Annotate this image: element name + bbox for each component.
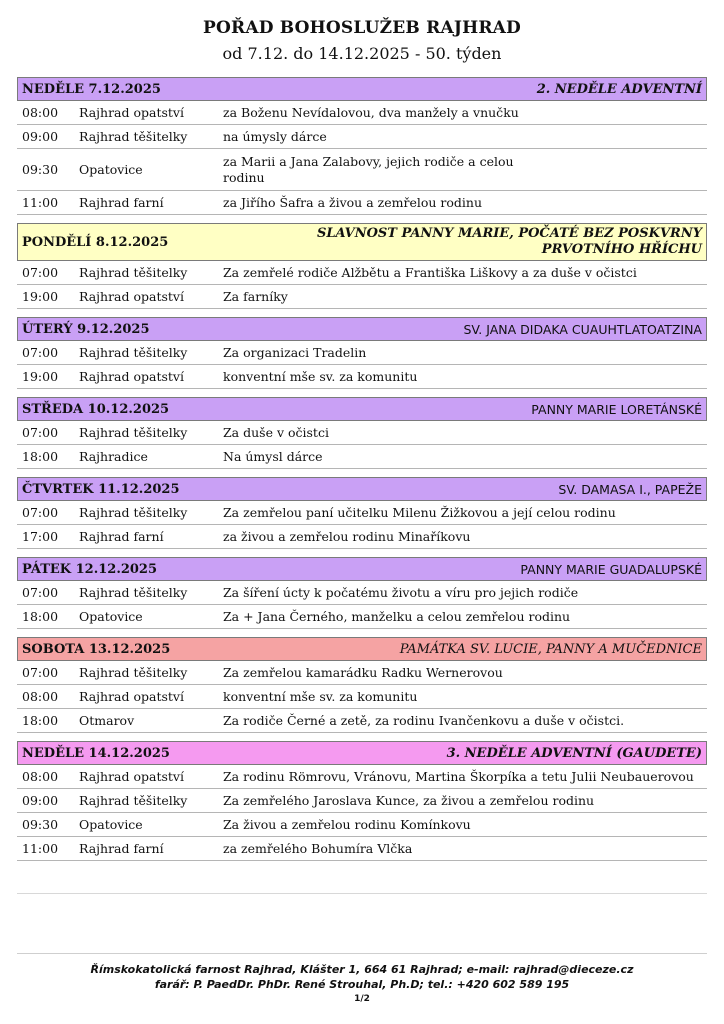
feast-name: PANNY MARIE LORETÁNSKÉ <box>531 401 702 417</box>
mass-intention: Za rodiče Černé a zetě, za rodinu Ivančenkovu a duše v očistci. <box>223 712 625 728</box>
mass-time: 08:00 <box>22 689 59 704</box>
mass-place: Rajhrad opatství <box>79 769 184 784</box>
mass-time: 18:00 <box>22 713 59 728</box>
mass-time: 07:00 <box>22 665 59 680</box>
table-end-divider <box>17 893 707 894</box>
page-number: 1/2 <box>354 994 370 1004</box>
day-name: NEDĚLE 7.12.2025 <box>22 81 161 97</box>
mass-place: Rajhrad těšitelky <box>79 425 188 440</box>
table-row <box>17 341 707 365</box>
table-row <box>17 501 707 525</box>
feast-name: PANNY MARIE GUADALUPSKÉ <box>520 561 702 577</box>
document-header <box>0 0 724 63</box>
day-name: PÁTEK 12.12.2025 <box>22 561 158 577</box>
mass-place: Rajhradice <box>79 449 148 464</box>
mass-intention: Za farníky <box>223 288 288 304</box>
mass-time: 07:00 <box>22 345 59 360</box>
day-header <box>17 317 707 341</box>
mass-place: Rajhrad farní <box>79 195 164 210</box>
table-row <box>17 685 707 709</box>
mass-place: Rajhrad těšitelky <box>79 505 188 520</box>
mass-intention: za Marii a Jana Zalabovy, jejich rodiče a celou rodinu <box>223 153 514 185</box>
day-header <box>17 477 707 501</box>
mass-place: Otmarov <box>79 713 135 728</box>
table-row <box>17 789 707 813</box>
mass-place: Rajhrad opatství <box>79 369 184 384</box>
mass-place: Rajhrad opatství <box>79 689 184 704</box>
mass-intention: Za rodinu Römrovu, Vránovu, Martina Škorpíka a tetu Julii Neubauerovou <box>223 768 694 784</box>
mass-time: 09:00 <box>22 793 59 808</box>
mass-intention: Za duše v očistci <box>223 424 329 440</box>
table-row <box>17 445 707 469</box>
mass-intention: Za zemřelé rodiče Alžbětu a Františka Liškovy a za duše v očistci <box>223 264 637 280</box>
mass-time: 18:00 <box>22 449 59 464</box>
mass-place: Opatovice <box>79 162 143 177</box>
table-row <box>17 837 707 861</box>
mass-place: Rajhrad těšitelky <box>79 265 188 280</box>
mass-time: 07:00 <box>22 585 59 600</box>
day-header <box>17 741 707 765</box>
day-block <box>17 397 707 469</box>
footer <box>0 962 724 1007</box>
mass-intention: Za živou a zemřelou rodinu Komínkovu <box>223 816 471 832</box>
page-subtitle: od 7.12. do 14.12.2025 - 50. týden <box>222 44 502 63</box>
table-row <box>17 581 707 605</box>
mass-place: Rajhrad opatství <box>79 289 184 304</box>
mass-intention: Na úmysl dárce <box>223 448 323 464</box>
table-row <box>17 191 707 215</box>
mass-time: 07:00 <box>22 505 59 520</box>
mass-time: 08:00 <box>22 105 59 120</box>
day-block <box>17 477 707 549</box>
mass-place: Opatovice <box>79 609 143 624</box>
table-row <box>17 525 707 549</box>
page-title: POŘAD BOHOSLUŽEB RAJHRAD <box>203 18 521 38</box>
day-block <box>17 741 707 861</box>
mass-place: Rajhrad farní <box>79 529 164 544</box>
mass-place: Rajhrad těšitelky <box>79 665 188 680</box>
table-row <box>17 421 707 445</box>
feast-name: 3. NEDĚLE ADVENTNÍ (GAUDETE) <box>446 745 702 761</box>
mass-time: 11:00 <box>22 841 59 856</box>
table-row <box>17 261 707 285</box>
mass-time: 08:00 <box>22 769 59 784</box>
feast-name: SV. DAMASA I., PAPEŽE <box>558 481 702 497</box>
mass-intention: na úmysly dárce <box>223 128 327 144</box>
day-block <box>17 557 707 629</box>
table-row <box>17 125 707 149</box>
footer-divider <box>17 953 707 954</box>
day-header <box>17 557 707 581</box>
day-name: SOBOTA 13.12.2025 <box>22 641 171 657</box>
table-row <box>17 813 707 837</box>
day-header <box>17 397 707 421</box>
mass-time: 19:00 <box>22 289 59 304</box>
mass-intention: konventní mše sv. za komunitu <box>223 368 418 384</box>
mass-place: Rajhrad opatství <box>79 105 184 120</box>
table-row <box>17 101 707 125</box>
day-name: NEDĚLE 14.12.2025 <box>22 745 170 761</box>
mass-time: 18:00 <box>22 609 59 624</box>
table-row <box>17 605 707 629</box>
mass-intention: za živou a zemřelou rodinu Minaříkovu <box>223 528 471 544</box>
mass-place: Rajhrad těšitelky <box>79 129 188 144</box>
mass-intention: za Jiřího Šafra a živou a zemřelou rodinu <box>223 194 482 210</box>
feast-name: 2. NEDĚLE ADVENTNÍ <box>536 81 702 97</box>
mass-place: Rajhrad těšitelky <box>79 345 188 360</box>
mass-intention: Za zemřelou paní učitelku Milenu Žižkovou a její celou rodinu <box>223 504 616 520</box>
mass-place: Rajhrad těšitelky <box>79 793 188 808</box>
day-header <box>17 223 707 261</box>
mass-time: 09:30 <box>22 162 59 177</box>
day-name: ÚTERÝ 9.12.2025 <box>22 321 150 337</box>
mass-place: Rajhrad farní <box>79 841 164 856</box>
mass-intention: Za šíření úcty k počatému životu a víru pro jejich rodiče <box>223 584 579 600</box>
day-name: ČTVRTEK 11.12.2025 <box>22 481 180 497</box>
footer-contact: farář: P. PaedDr. PhDr. René Strouhal, Ph.D; tel.: +420 602 589 195 <box>154 978 570 991</box>
mass-time: 11:00 <box>22 195 59 210</box>
mass-intention: Za zemřelou kamarádku Radku Wernerovou <box>223 664 503 680</box>
mass-time: 07:00 <box>22 265 59 280</box>
mass-intention: Za + Jana Černého, manželku a celou zemřelou rodinu <box>223 608 571 624</box>
table-row <box>17 661 707 685</box>
schedule <box>17 77 707 869</box>
mass-intention: Za organizaci Tradelin <box>223 344 367 360</box>
mass-place: Opatovice <box>79 817 143 832</box>
feast-name: PAMÁTKA SV. LUCIE, PANNY A MUČEDNICE <box>399 641 702 657</box>
table-row <box>17 149 707 191</box>
table-row <box>17 765 707 789</box>
day-block <box>17 77 707 215</box>
table-row <box>17 285 707 309</box>
feast-name: SV. JANA DIDAKA CUAUHTLATOATZINA <box>463 321 702 337</box>
footer-address: Římskokatolická farnost Rajhrad, Klášter 1, 664 61 Rajhrad; e-mail: rajhrad@dieceze.cz <box>90 963 634 976</box>
day-header <box>17 637 707 661</box>
feast-name: SLAVNOST PANNY MARIE, POČATÉ BEZ POSKVRNY PRVOTNÍHO HŘÍCHU <box>316 226 702 257</box>
mass-intention: za zemřelého Bohumíra Vlčka <box>223 840 413 856</box>
day-header <box>17 77 707 101</box>
day-name: STŘEDA 10.12.2025 <box>22 401 170 417</box>
mass-time: 07:00 <box>22 425 59 440</box>
mass-place: Rajhrad těšitelky <box>79 585 188 600</box>
mass-time: 09:00 <box>22 129 59 144</box>
mass-intention: Za zemřelého Jaroslava Kunce, za živou a zemřelou rodinu <box>223 792 595 808</box>
mass-intention: za Boženu Nevídalovou, dva manžely a vnučku <box>223 104 519 120</box>
day-name: PONDĚLÍ 8.12.2025 <box>22 234 169 250</box>
table-row <box>17 365 707 389</box>
table-row <box>17 709 707 733</box>
mass-time: 17:00 <box>22 529 59 544</box>
day-block <box>17 223 707 309</box>
mass-time: 09:30 <box>22 817 59 832</box>
day-block <box>17 637 707 733</box>
mass-time: 19:00 <box>22 369 59 384</box>
day-block <box>17 317 707 389</box>
mass-intention: konventní mše sv. za komunitu <box>223 688 418 704</box>
